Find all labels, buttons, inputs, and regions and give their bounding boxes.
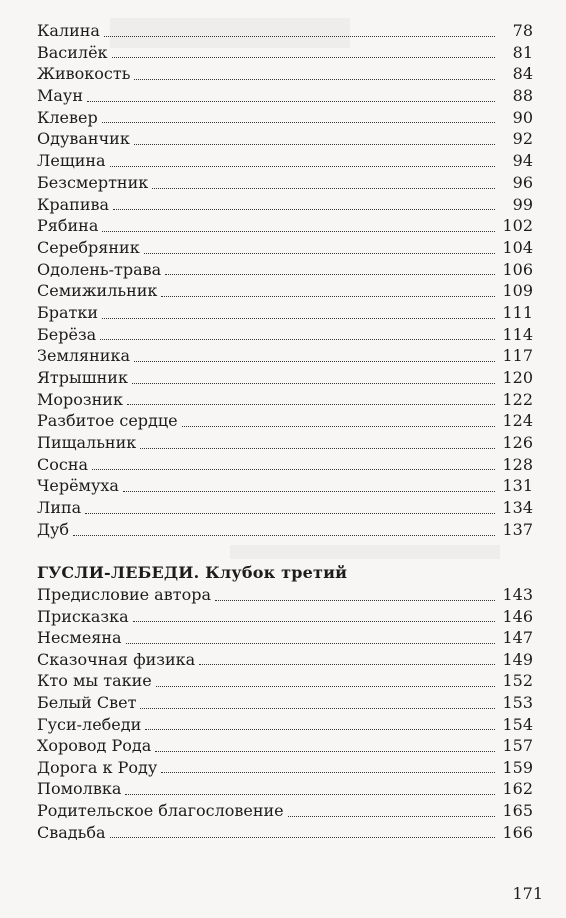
toc-entry bbox=[33, 107, 533, 129]
toc-entry-page: 117 bbox=[502, 346, 533, 366]
toc-entry-title: Черёмуха bbox=[37, 476, 119, 496]
dot-leader bbox=[104, 31, 495, 37]
toc-entry bbox=[33, 302, 533, 324]
dot-leader bbox=[288, 811, 495, 817]
dot-leader bbox=[133, 616, 495, 622]
toc-entry-title: Серебряник bbox=[37, 237, 140, 257]
toc-entry bbox=[33, 800, 533, 822]
toc-entry-title: Ятрышник bbox=[37, 368, 128, 387]
toc-entry bbox=[33, 735, 533, 757]
dot-leader bbox=[100, 334, 495, 340]
toc-entry-page: 147 bbox=[502, 628, 533, 648]
toc-entry-page: 149 bbox=[502, 649, 533, 669]
toc-entry-page: 99 bbox=[512, 194, 533, 214]
toc-entry-title: Липа bbox=[37, 498, 82, 518]
dot-leader bbox=[110, 161, 495, 167]
toc-entry bbox=[33, 606, 533, 628]
toc-entry bbox=[33, 63, 533, 85]
toc-entry bbox=[33, 85, 533, 107]
dot-leader bbox=[126, 638, 495, 644]
toc-entry bbox=[33, 778, 533, 800]
toc-entry bbox=[33, 714, 533, 736]
toc-entry-title: Маун bbox=[37, 86, 83, 106]
dot-leader bbox=[132, 378, 495, 384]
toc-entry-title: Дорога к Роду bbox=[37, 757, 158, 777]
toc-entry-title: Помолвка bbox=[37, 779, 122, 799]
toc-entry bbox=[33, 584, 533, 606]
toc-entry-title: Свадьба bbox=[37, 822, 106, 842]
toc-entry bbox=[33, 150, 533, 172]
dot-leader bbox=[127, 399, 495, 405]
toc-entry-page: 153 bbox=[502, 692, 533, 712]
toc-entry bbox=[33, 692, 533, 714]
dot-leader bbox=[199, 659, 495, 665]
dot-leader bbox=[102, 226, 495, 232]
toc-entry bbox=[33, 367, 533, 389]
toc-entry-page: 78 bbox=[512, 21, 533, 40]
toc-list-part1 bbox=[33, 20, 533, 541]
toc-entry bbox=[33, 324, 533, 346]
toc-entry-page: 137 bbox=[502, 519, 533, 539]
toc-entry-page: 166 bbox=[502, 822, 533, 842]
toc-entry bbox=[33, 280, 533, 302]
toc-entry-page: 128 bbox=[502, 454, 533, 474]
toc-entry-page: 126 bbox=[502, 433, 533, 453]
toc-entry-title: Живокость bbox=[37, 64, 131, 84]
toc-entry-page: 92 bbox=[512, 129, 533, 149]
toc-entry-page: 162 bbox=[502, 779, 533, 799]
toc-entry bbox=[33, 475, 533, 497]
dot-leader bbox=[134, 139, 495, 145]
toc-entry-title: Пищальник bbox=[37, 433, 137, 453]
dot-leader bbox=[85, 508, 495, 514]
toc-entry-page: 104 bbox=[502, 237, 533, 257]
dot-leader bbox=[110, 832, 495, 838]
dot-leader bbox=[152, 183, 495, 189]
toc-entry-page: 165 bbox=[502, 800, 533, 820]
toc-entry-title: Крапива bbox=[37, 194, 110, 214]
toc-entry-title: Несмеяна bbox=[37, 628, 122, 648]
toc-entry-title: Гуси-лебеди bbox=[37, 714, 142, 734]
toc-entry-title: Калина bbox=[37, 21, 100, 40]
toc-entry bbox=[33, 20, 533, 42]
dot-leader bbox=[161, 291, 495, 297]
toc-entry bbox=[33, 670, 533, 692]
dot-leader bbox=[102, 117, 495, 123]
toc-entry-title: Василёк bbox=[37, 42, 108, 62]
toc-entry-page: 88 bbox=[512, 86, 533, 106]
toc-entry-page: 134 bbox=[502, 498, 533, 518]
dot-leader bbox=[140, 703, 495, 709]
toc-entry-title: Рябина bbox=[37, 216, 99, 236]
toc-entry-title: Хоровод Рода bbox=[37, 736, 152, 756]
dot-leader bbox=[113, 204, 495, 210]
toc-list-part2 bbox=[33, 584, 533, 843]
toc-entry bbox=[33, 432, 533, 454]
dot-leader bbox=[102, 313, 495, 319]
show-through-smudge bbox=[230, 545, 500, 559]
toc-entry-title: Дуб bbox=[37, 519, 70, 539]
toc-entry-title: Берёза bbox=[37, 324, 97, 344]
dot-leader bbox=[155, 746, 495, 752]
dot-leader bbox=[123, 486, 495, 492]
dot-leader bbox=[112, 52, 495, 58]
dot-leader bbox=[161, 767, 495, 773]
dot-leader bbox=[140, 443, 495, 449]
dot-leader bbox=[134, 356, 495, 362]
toc-entry-page: 84 bbox=[512, 64, 533, 84]
toc-entry-page: 94 bbox=[512, 151, 533, 171]
toc-entry bbox=[33, 454, 533, 476]
dot-leader bbox=[125, 789, 495, 795]
toc-entry-page: 106 bbox=[502, 259, 533, 279]
dot-leader bbox=[87, 96, 495, 102]
toc-entry-page: 114 bbox=[502, 324, 533, 344]
toc-entry bbox=[33, 627, 533, 649]
toc-entry-title: Земляника bbox=[37, 346, 131, 366]
toc-entry bbox=[33, 410, 533, 432]
dot-leader bbox=[134, 74, 495, 80]
dot-leader bbox=[73, 530, 495, 536]
toc-entry-page: 109 bbox=[502, 281, 533, 301]
toc-entry-title: Одуванчик bbox=[37, 129, 130, 149]
toc-entry-title: Присказка bbox=[37, 606, 129, 626]
toc-entry-title: Семижильник bbox=[37, 281, 158, 301]
toc-entry bbox=[33, 172, 533, 194]
toc-entry bbox=[33, 345, 533, 367]
dot-leader bbox=[156, 681, 495, 687]
toc-entry bbox=[33, 757, 533, 779]
toc-entry-title: Предисловие автора bbox=[37, 585, 211, 604]
toc-entry-page: 122 bbox=[502, 389, 533, 409]
dot-leader bbox=[92, 464, 495, 470]
toc-entry-title: Безсмертник bbox=[37, 172, 149, 192]
toc-entry-page: 154 bbox=[502, 714, 533, 734]
toc-entry-title: Сказочная физика bbox=[37, 649, 196, 669]
toc-entry-title: Родительское благословение bbox=[37, 800, 284, 820]
toc-entry-title: Одолень-трава bbox=[37, 259, 162, 279]
toc-entry bbox=[33, 519, 533, 541]
toc-entry-page: 152 bbox=[502, 671, 533, 691]
toc-entry-page: 157 bbox=[502, 736, 533, 756]
toc-entry-page: 81 bbox=[512, 42, 533, 62]
dot-leader bbox=[165, 269, 495, 275]
toc-entry bbox=[33, 194, 533, 216]
toc-entry-page: 143 bbox=[502, 585, 533, 604]
dot-leader bbox=[182, 421, 495, 427]
page-number: 171 bbox=[512, 884, 543, 903]
toc-entry bbox=[33, 389, 533, 411]
toc-entry bbox=[33, 42, 533, 64]
toc-entry-title: Братки bbox=[37, 302, 99, 322]
toc-entry-page: 131 bbox=[502, 476, 533, 496]
toc-entry bbox=[33, 215, 533, 237]
toc-entry-title: Белый Свет bbox=[37, 692, 137, 712]
toc-entry-page: 111 bbox=[502, 302, 533, 322]
toc-entry-page: 120 bbox=[502, 368, 533, 387]
toc-entry-title: Разбитое сердце bbox=[37, 411, 178, 431]
toc-entry-page: 90 bbox=[512, 107, 533, 127]
toc-entry-page: 102 bbox=[502, 216, 533, 236]
toc-entry-title: Лещина bbox=[37, 151, 106, 171]
dot-leader bbox=[145, 724, 495, 730]
toc-entry bbox=[33, 497, 533, 519]
toc-entry-title: Сосна bbox=[37, 454, 89, 474]
toc-entry bbox=[33, 259, 533, 281]
toc-entry-page: 124 bbox=[502, 411, 533, 431]
toc-entry bbox=[33, 237, 533, 259]
toc-entry bbox=[33, 649, 533, 671]
toc-entry bbox=[33, 822, 533, 844]
toc-entry-title: Морозник bbox=[37, 389, 123, 409]
toc-entry bbox=[33, 128, 533, 150]
dot-leader bbox=[144, 248, 495, 254]
toc-entry-page: 159 bbox=[502, 757, 533, 777]
dot-leader bbox=[215, 595, 495, 601]
section-heading: ГУСЛИ-ЛЕБЕДИ. Клубок третий bbox=[37, 563, 348, 582]
toc-entry-page: 146 bbox=[502, 606, 533, 626]
toc-entry-title: Кто мы такие bbox=[37, 671, 152, 691]
toc-entry-page: 96 bbox=[512, 172, 533, 192]
toc-entry-title: Клевер bbox=[37, 107, 98, 127]
